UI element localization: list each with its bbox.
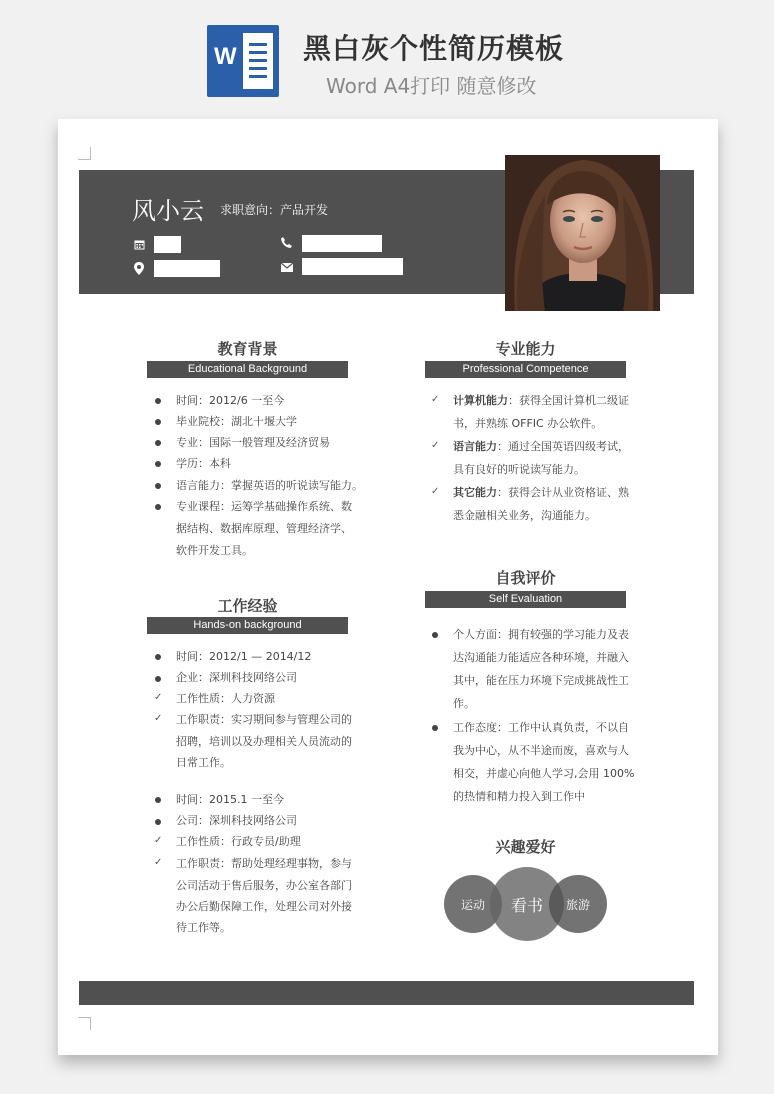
skill-item [453, 436, 629, 458]
education-item: 语言能力：掌握英语的听说读写能力。 [176, 479, 363, 492]
bullet-dot [155, 819, 161, 825]
self-eval-line: 我为中心，从不半途而废，喜欢与人 [453, 744, 629, 757]
watermark: ​ [91, 461, 105, 481]
work-item: 工作性质：人力资源 [176, 692, 275, 705]
work-item: 时间：2015.1 一至今 [176, 793, 284, 806]
work-item: 工作职责：实习期间参与管理公司的 [176, 713, 352, 726]
crop-mark [78, 1017, 91, 1030]
skill-text: ：获得会计从业资格证、熟 [497, 486, 629, 499]
self-eval-line: 相交，并虚心向他人学习,会用 100% [453, 767, 635, 780]
work-subtitle-bar: Hands-on background [147, 617, 348, 634]
check-icon: ✓ [154, 835, 163, 846]
bullet-dot [432, 725, 438, 731]
self-eval-line: 的热情和精力投入到工作中 [453, 790, 585, 803]
hobby-label: 运动 [460, 897, 485, 912]
work-item: 工作性质：行政专员/助理 [176, 835, 301, 848]
profile-photo [505, 155, 660, 311]
bullet-dot [155, 504, 161, 510]
education-item: 专业课程：运筹学基础操作系统、数 [176, 500, 352, 513]
self-eval-line: 其中，能在压力环境下完成挑战性工 [453, 674, 629, 687]
calendar-icon [134, 239, 145, 250]
work-item: 公司：深圳科技网络公司 [176, 814, 297, 827]
skill-item-cont: 具有良好的听说读写能力。 [453, 463, 585, 476]
skill-label: 语言能力 [453, 440, 497, 453]
word-icon: W [207, 25, 279, 97]
self-eval-line: 工作态度：工作中认真负责，不以自 [453, 721, 629, 734]
self-eval-line: 个人方面：拥有较强的学习能力及表 [453, 628, 629, 641]
skill-label: 计算机能力 [453, 394, 508, 407]
check-icon: ✓ [431, 394, 440, 405]
bullet-dot [155, 654, 161, 660]
education-item: 软件开发工具。 [176, 544, 253, 557]
work-item: 日常工作。 [176, 756, 231, 769]
location-pin-icon [134, 262, 144, 275]
hobby-label: 看书 [510, 895, 543, 915]
self-eval-line: 达沟通能力能适应各种环境，并融入 [453, 651, 629, 664]
education-item: 毕业院校：湖北十堰大学 [176, 415, 297, 428]
education-item: 学历：本科 [176, 457, 231, 470]
check-icon: ✓ [154, 692, 163, 703]
mail-icon [281, 263, 293, 272]
education-title: 教育背景 [217, 340, 278, 358]
check-icon: ✓ [431, 486, 440, 497]
banner-title: 黑白灰个性简历模板 [303, 32, 565, 65]
address-field[interactable] [154, 260, 220, 277]
bullet-dot [155, 419, 161, 425]
work-item: 时间：2012/1 — 2014/12 [176, 650, 312, 663]
resume-sheet [58, 119, 718, 1055]
bullet-dot [155, 483, 161, 489]
self-eval-subtitle-bar: Self Evaluation [425, 591, 626, 608]
skill-text: ：通过全国英语四级考试， [497, 440, 629, 453]
work-item: 工作职责：帮助处理经理事物，参与 [176, 857, 352, 870]
work-item: 招聘，培训以及办理相关人员流动的 [176, 735, 352, 748]
education-subtitle-bar: Educational Background [147, 361, 348, 378]
work-item: 办公后勤保障工作，处理公司对外接 [176, 900, 352, 913]
phone-field[interactable] [302, 235, 382, 252]
education-item: 据结构、数据库原理、管理经济学、 [176, 522, 352, 535]
phone-icon [281, 237, 292, 248]
crop-mark [78, 147, 91, 160]
skill-item-cont: 书，并熟练 OFFIC 办公软件。 [453, 417, 603, 430]
skill-label: 其它能力 [453, 486, 497, 499]
bullet-dot [432, 632, 438, 638]
skills-title: 专业能力 [495, 340, 556, 358]
education-item: 专业：国际一般管理及经济贸易 [176, 436, 330, 449]
skills-subtitle-bar: Professional Competence [425, 361, 626, 378]
check-icon: ✓ [154, 713, 163, 724]
work-item: 公司活动于售后服务，办公室各部门 [176, 879, 352, 892]
education-item: 时间：2012/6 一至今 [176, 394, 285, 407]
email-field[interactable] [302, 258, 403, 275]
work-item: 企业：深圳科技网络公司 [176, 671, 297, 684]
hobby-label: 旅游 [565, 897, 590, 912]
candidate-name: 风小云 [132, 197, 204, 225]
birthdate-field[interactable] [154, 236, 181, 253]
work-item: 待工作等。 [176, 921, 231, 934]
bullet-dot [155, 398, 161, 404]
banner-subtitle: Word A4打印 随意修改 [326, 74, 537, 98]
hobbies-title: 兴趣爱好 [495, 838, 556, 856]
skill-item [453, 482, 629, 504]
bullet-dot [155, 797, 161, 803]
skill-item [453, 390, 629, 412]
skill-text: ：获得全国计算机二级证 [508, 394, 629, 407]
self-eval-title: 自我评价 [495, 569, 556, 587]
check-icon: ✓ [431, 440, 440, 451]
bullet-dot [155, 461, 161, 467]
bullet-dot [155, 676, 161, 682]
banner [0, 0, 774, 112]
bullet-dot [155, 440, 161, 446]
footer-band [79, 981, 694, 1005]
self-eval-line: 作。 [453, 697, 475, 710]
check-icon: ✓ [154, 857, 163, 868]
skill-item-cont: 悉金融相关业务，沟通能力。 [453, 509, 596, 522]
work-title: 工作经验 [217, 597, 278, 615]
hobby-travel [549, 875, 607, 933]
job-intent: 求职意向：产品开发 [220, 203, 329, 217]
